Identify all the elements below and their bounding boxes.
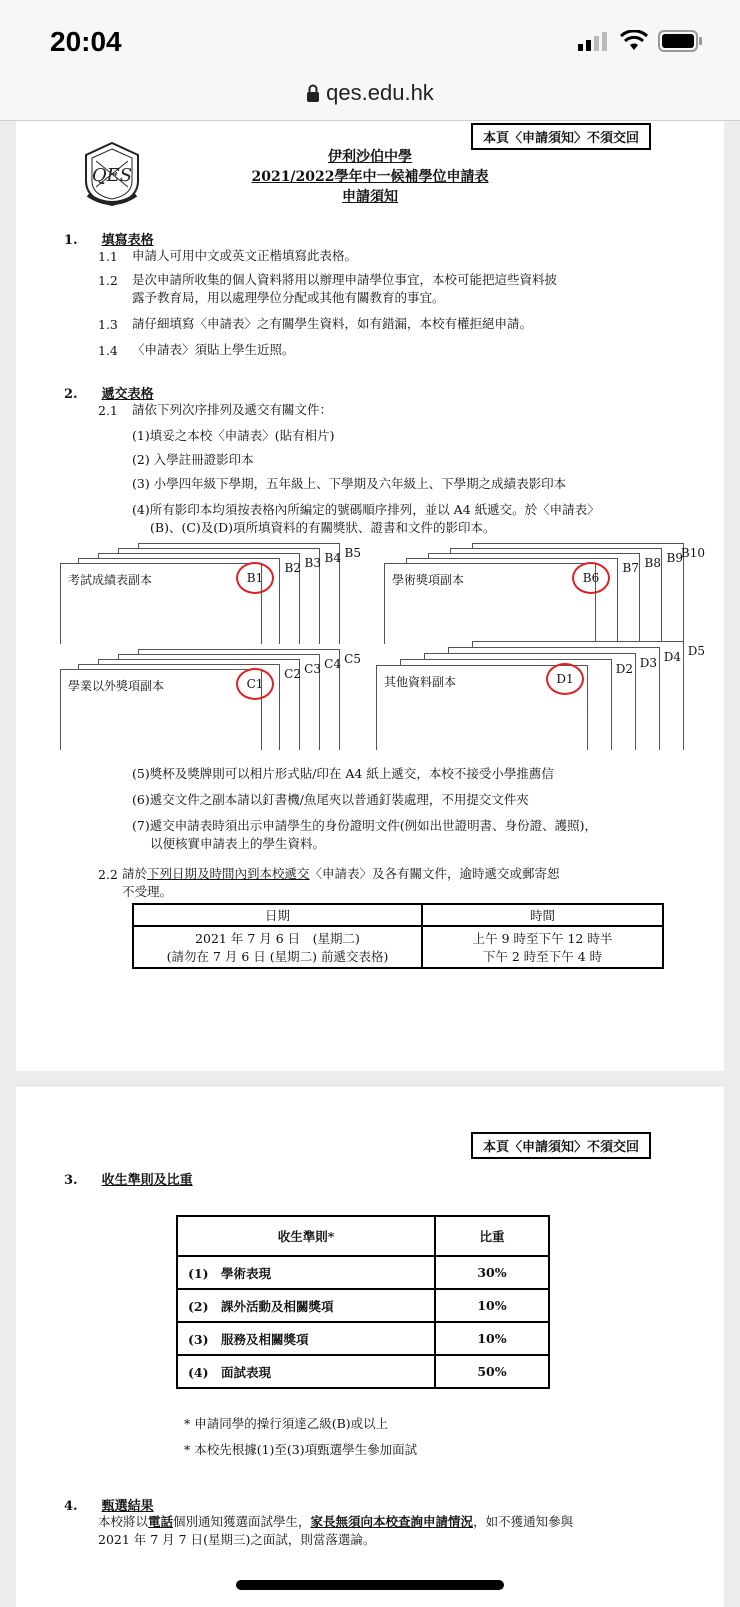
doc-list-item: (7)遞交申請表時須出示申請學生的身份證明文件(例如出世證明書、身份證、護照)， [132, 818, 597, 833]
svg-text:QES: QES [91, 165, 133, 186]
school-name: 伊利沙伯中學 [328, 149, 412, 165]
document-page-2 [16, 1087, 724, 1607]
item-number: 1.3 [98, 317, 118, 332]
item-number: 2.1 [98, 403, 118, 418]
address-bar[interactable] [0, 70, 740, 121]
doc-list-item: (B)、(C)及(D)項所填資料的有關獎狀、證書和文件的影印本。 [150, 520, 496, 535]
url-text: qes.edu.hk [326, 80, 434, 105]
wifi-icon [620, 30, 648, 52]
form-title: 2021/2022學年中一候補學位申請表 [251, 169, 489, 185]
result-text-cont: 2021 年 7 月 7 日(星期三)之面試，則當落選論。 [98, 1532, 376, 1547]
stack-label: 學術獎項副本 [392, 573, 465, 587]
circled-label: C1 [236, 668, 274, 700]
circled-label: D1 [546, 663, 584, 695]
item-number: 2.2 [98, 867, 118, 882]
item-text: 請依下列次序排列及遞交有關文件： [132, 402, 333, 417]
criteria-note: * 本校先根據(1)至(3)項甄選學生參加面試 [184, 1442, 418, 1457]
result-text: 本校將以電話個別通知獲選面試學生，家長無須向本校查詢申請情況，如不獲通知參與 [98, 1514, 574, 1529]
item-text: 是次申請所收集的個人資料將用以辦理申請學位事宜，本校可能把這些資料披 [132, 272, 558, 287]
status-time: 20:04 [50, 26, 122, 57]
status-bar [0, 0, 740, 80]
notice-title: 申請須知 [342, 189, 398, 205]
lock-icon [306, 84, 320, 102]
criteria-table [176, 1215, 550, 1389]
doc-list-item: (1)填妥之本校〈申請表〉(貼有相片) [132, 428, 335, 443]
not-return-tag: 本頁〈申請須知〉不須交回 [471, 123, 651, 150]
table-row: (4) 面試表現 50% [177, 1355, 549, 1388]
doc-stack-b6: B10 B9 B8 B7 學術獎項副本 B6 [384, 543, 704, 643]
doc-list-item: (4)所有影印本均須按表格內所編定的號碼順序排列，並以 A4 紙遞交。於〈申請表〉 [132, 502, 600, 517]
table-header-date: 日期 [133, 904, 422, 926]
circled-label: B6 [572, 562, 610, 594]
item-text: 〈申請表〉須貼上學生近照。 [132, 342, 295, 357]
section-4-heading: 4. 甄選結果 [64, 1499, 154, 1514]
table-header-time: 時間 [422, 904, 663, 926]
item-text: 請仔細填寫〈申請表〉之有關學生資料，如有錯漏，本校有權拒絕申請。 [132, 316, 533, 331]
section-2-heading: 2. 遞交表格 [64, 387, 154, 402]
doc-list-item: (5)獎杯及獎牌則可以相片形式貼/印在 A4 紙上遞交，本校不接受小學推薦信 [132, 766, 554, 781]
section-1-heading: 1. 填寫表格 [64, 233, 154, 248]
doc-list-item: (2) 入學註冊證影印本 [132, 452, 254, 467]
doc-stack-d1: D5 D4 D3 D2 其他資料副本 D1 [376, 641, 706, 749]
battery-icon [658, 30, 704, 52]
stack-label: 其他資料副本 [384, 675, 457, 689]
item-number: 1.1 [98, 249, 118, 264]
table-row: (1) 學術表現 30% [177, 1256, 549, 1289]
stack-label: 考試成績表副本 [68, 573, 153, 587]
section-3-heading: 3. 收生準則及比重 [64, 1173, 193, 1188]
stack-label: 學業以外獎項副本 [68, 679, 165, 693]
criteria-note: * 申請同學的操行須達乙級(B)或以上 [184, 1416, 389, 1431]
item-number: 1.4 [98, 343, 118, 358]
schedule-time-cell: 上午 9 時至下午 12 時半 下午 2 時至下午 4 時 [422, 926, 663, 968]
schedule-table [132, 903, 664, 969]
table-row: (3) 服務及相關獎項 10% [177, 1322, 549, 1355]
doc-stack-c1: C5 C4 C3 C2 學業以外獎項副本 C1 [60, 649, 380, 749]
circled-label: B1 [236, 562, 274, 594]
item-number: 1.2 [98, 273, 118, 288]
table-header-criteria: 收生準則* [177, 1216, 435, 1256]
schedule-date-cell: 2021 年 7 月 6 日 (星期二) (請勿在 7 月 6 日 (星期二) 前遞交表格) [133, 926, 422, 968]
doc-stack-b1: B5 B4 B3 B2 考試成績表副本 B1 [60, 543, 380, 643]
home-indicator[interactable] [236, 1580, 504, 1590]
doc-list-item: (3) 小學四年級下學期，五年級上、下學期及六年級上、下學期之成績表影印本 [132, 476, 567, 491]
submission-instruction-cont: 不受理。 [122, 884, 173, 899]
doc-list-item: (6)遞交文件之副本請以釘書機/魚尾夾以普通釘裝處理，不用提交文件夾 [132, 792, 529, 807]
doc-list-item: 以便核實申請表上的學生資料。 [150, 836, 326, 851]
item-text: 申請人可用中文或英文正楷填寫此表格。 [132, 248, 358, 263]
document-page-1 [16, 121, 724, 1071]
table-row: (2) 課外活動及相關獎項 10% [177, 1289, 549, 1322]
table-header-weight: 比重 [435, 1216, 549, 1256]
not-return-tag: 本頁〈申請須知〉不須交回 [471, 1132, 651, 1159]
signal-icon [578, 31, 610, 51]
submission-instruction: 請於下列日期及時間內到本校遞交〈申請表〉及各有關文件，逾時遞交或郵寄恕 [122, 866, 560, 881]
item-text: 露予教育局，用以處理學位分配或其他有關教育的事宜。 [132, 290, 445, 305]
